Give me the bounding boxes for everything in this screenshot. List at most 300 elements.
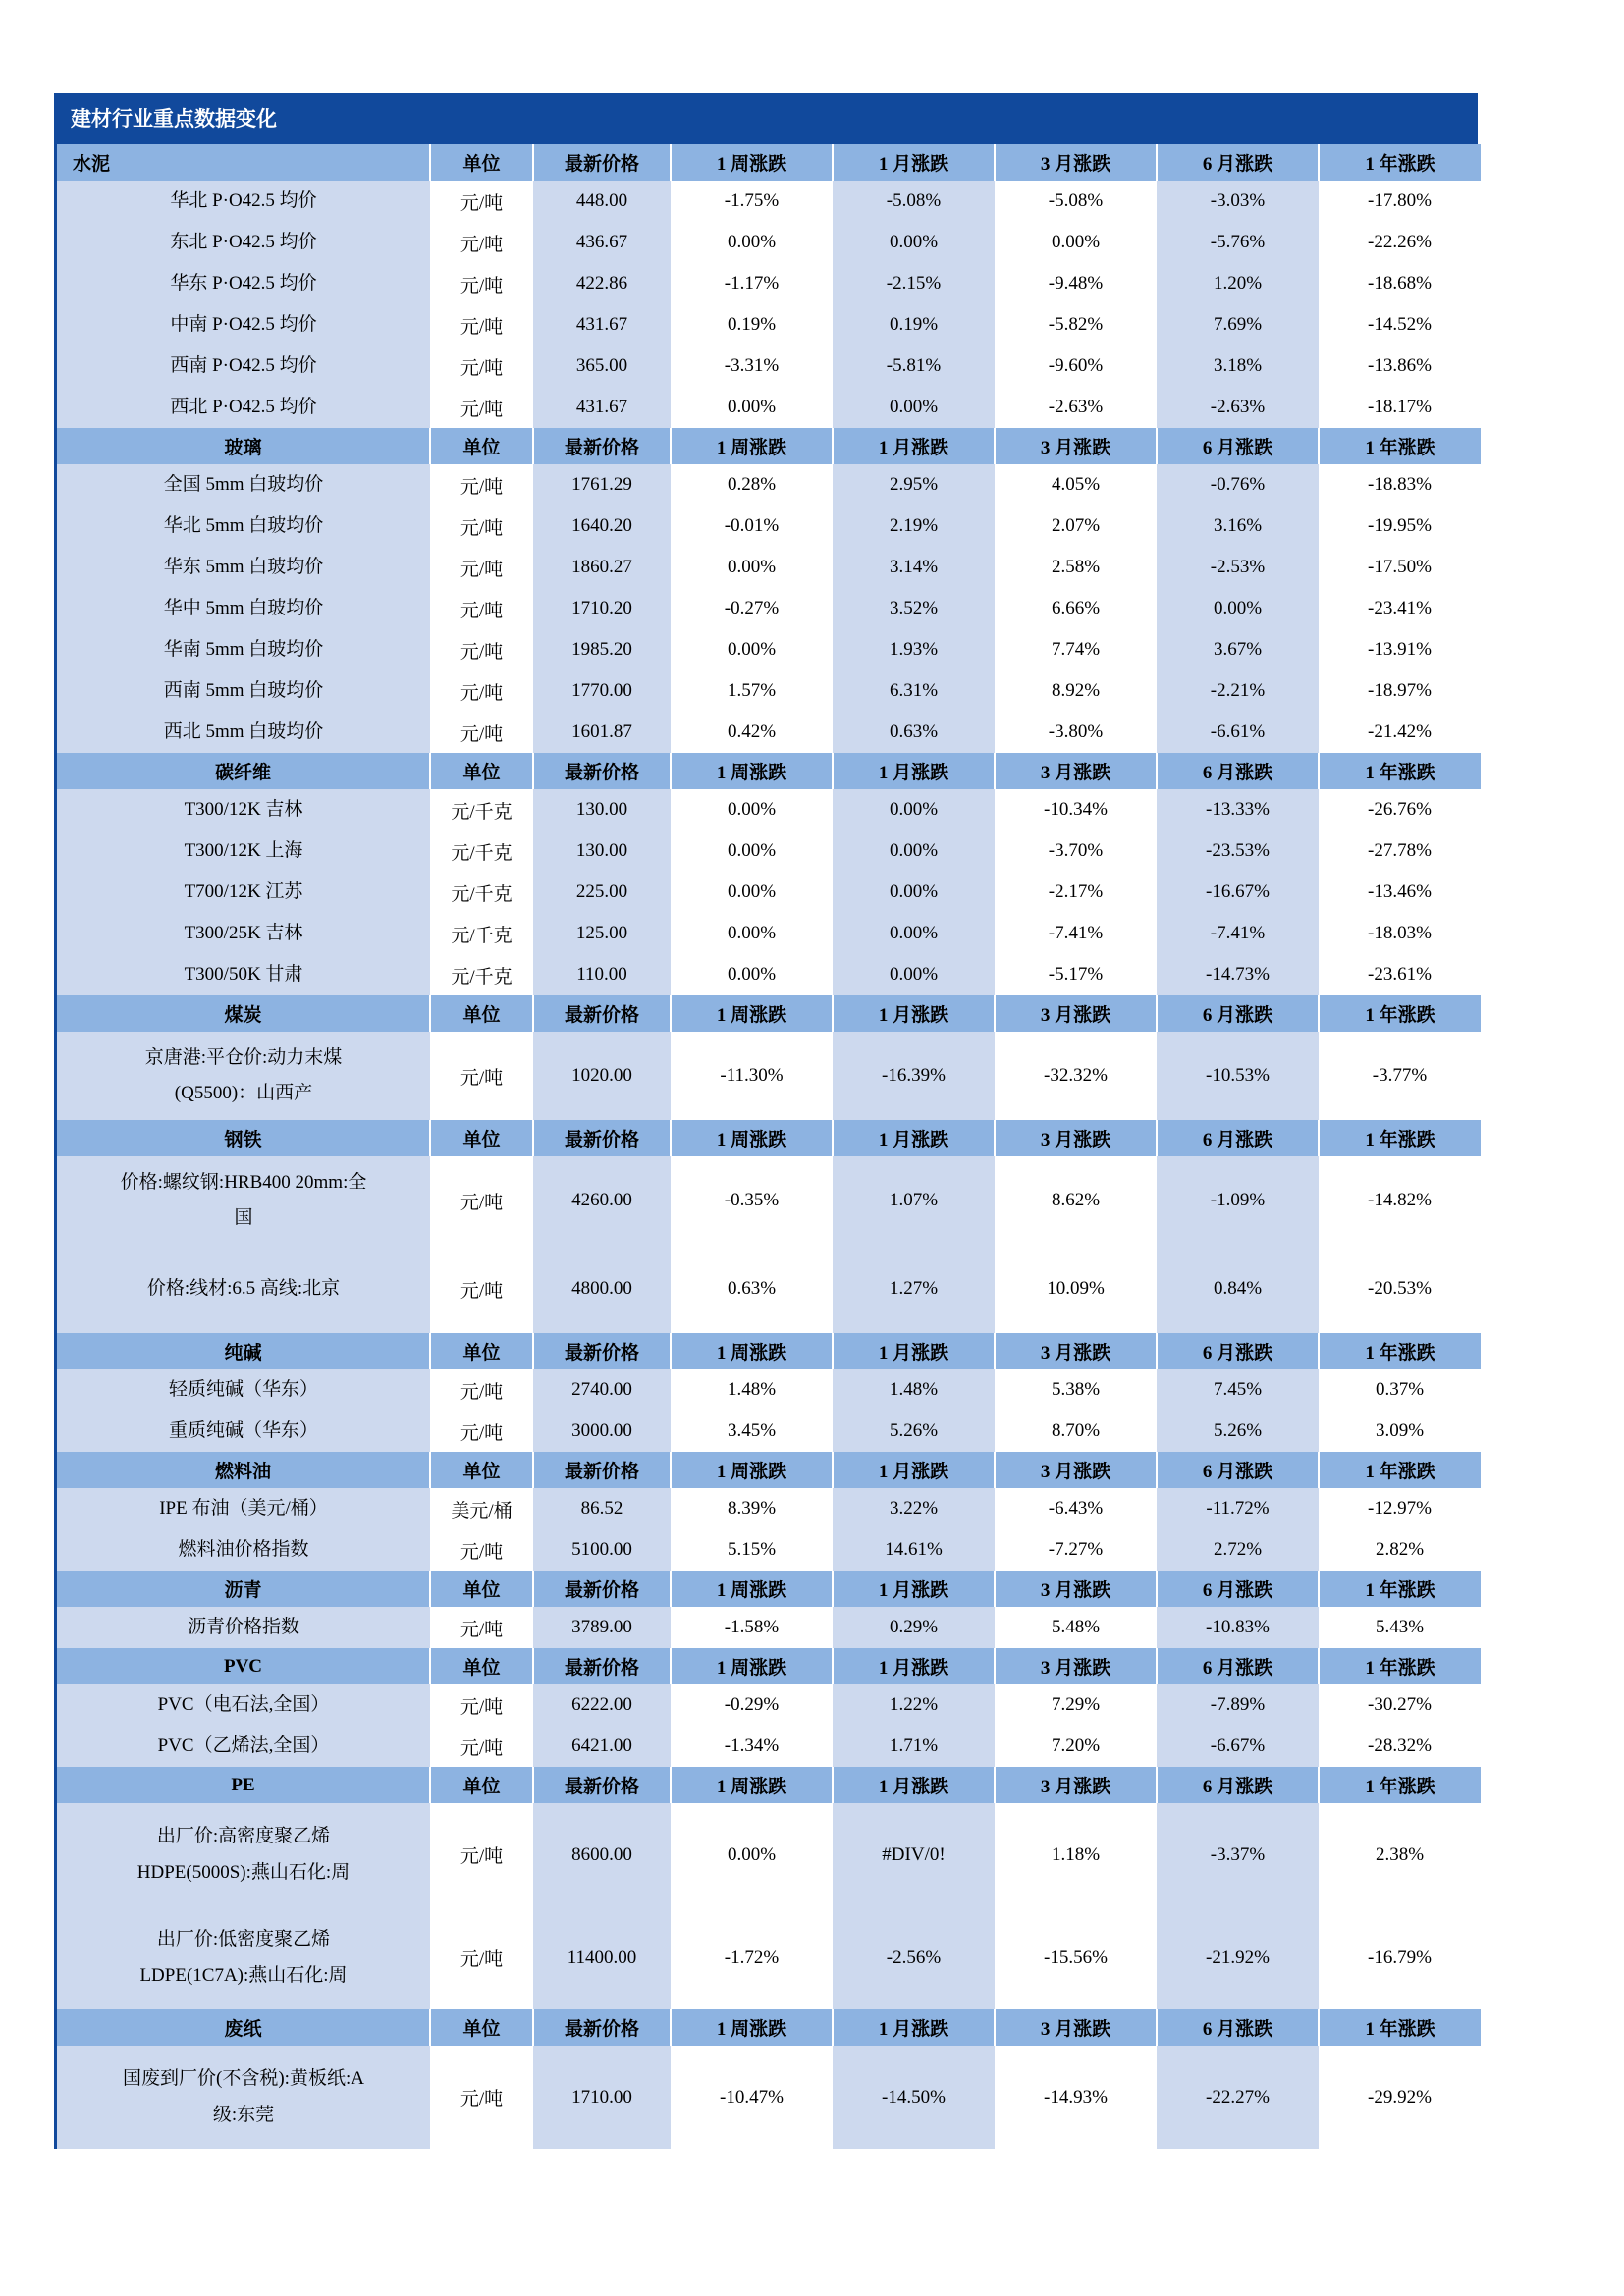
table-row (57, 506, 1481, 547)
table-row (57, 1411, 1481, 1452)
column-header-cell: 1 年涨跌 (1365, 763, 1435, 783)
table-row (57, 1607, 1481, 1648)
pct-change-cell: 0.37% (1319, 1369, 1481, 1411)
pct-change-cell: -22.26% (1319, 222, 1481, 263)
column-header-cell: 1 年涨跌 (1365, 1580, 1435, 1601)
pct-change-cell: -19.95% (1319, 506, 1481, 547)
column-header-cell: 1 年涨跌 (1365, 1343, 1435, 1363)
section-header-row (57, 753, 1481, 789)
pct-change-cell: 7.20% (995, 1726, 1157, 1767)
table-row (57, 954, 1481, 995)
pct-change-cell: 4.05% (995, 464, 1157, 506)
unit-cell: 元/吨 (430, 1411, 533, 1452)
pct-change-cell: -10.83% (1157, 1607, 1319, 1648)
unit-cell: 元/吨 (430, 1726, 533, 1767)
section-header-row (57, 1571, 1481, 1607)
pct-change-cell: #DIV/0! (833, 1803, 995, 1906)
pct-change-cell: 3.18% (1157, 346, 1319, 387)
row-label-line: 价格:螺纹钢:HRB400 20mm:全 (120, 1171, 367, 1193)
pct-change-cell: 1.27% (833, 1245, 995, 1333)
pct-change-cell: -23.61% (1319, 954, 1481, 995)
column-header-cell: 6 月涨跌 (1157, 1120, 1319, 1156)
column-header-cell: 1 周涨跌 (671, 753, 833, 789)
column-header-cell: 最新价格 (533, 753, 671, 789)
pct-change-cell: -2.15% (833, 263, 995, 304)
unit-cell: 元/吨 (430, 1032, 533, 1120)
pct-change-cell: 0.00% (671, 913, 833, 954)
column-header-cell: 单位 (430, 995, 533, 1032)
pct-change-cell: -14.52% (1319, 304, 1481, 346)
table-row (57, 1156, 1481, 1245)
latest-price-cell: 365.00 (533, 346, 671, 387)
section-name-cell: 纯碱 (57, 1333, 430, 1369)
row-label-line: LDPE(1C7A):燕山石化:周 (139, 1964, 348, 1986)
column-header-cell: 最新价格 (533, 428, 671, 464)
pct-change-cell: 5.15% (671, 1529, 833, 1571)
section-header-row (57, 1452, 1481, 1488)
pct-change-cell: -3.03% (1157, 181, 1319, 222)
pct-change-cell: 3.16% (1157, 506, 1319, 547)
section-header-row (57, 428, 1481, 464)
table-row (57, 789, 1481, 830)
section-name-cell: 废纸 (57, 2009, 430, 2046)
pct-change-cell: -21.42% (1319, 712, 1481, 753)
table-row (57, 387, 1481, 428)
section-name-cell: 玻璃 (57, 428, 430, 464)
pct-change-cell: -11.30% (671, 1032, 833, 1120)
column-header-cell: 单位 (430, 1333, 533, 1369)
pct-change-cell: 0.28% (671, 464, 833, 506)
pct-change-cell: -7.27% (995, 1529, 1157, 1571)
row-label-line: 轻质纯碱（华东） (168, 1378, 318, 1400)
column-header-cell: 3 月涨跌 (995, 753, 1157, 789)
latest-price-cell: 130.00 (533, 789, 671, 830)
pct-change-cell: 2.82% (1319, 1529, 1481, 1571)
row-label-line: 沥青价格指数 (187, 1616, 299, 1637)
column-header-cell: 1 年涨跌 (1365, 438, 1435, 458)
pct-change-cell: 0.00% (1157, 588, 1319, 629)
pct-change-cell: 0.00% (671, 1803, 833, 1906)
column-header-cell: 1 年涨跌 (1365, 2019, 1435, 2040)
pct-change-cell: -14.50% (833, 2046, 995, 2149)
pct-change-cell: -6.61% (1157, 712, 1319, 753)
pct-change-cell: -27.78% (1319, 830, 1481, 872)
pct-change-cell: 0.00% (833, 830, 995, 872)
section-name-cell: 水泥 (57, 144, 430, 181)
pct-change-cell: -23.53% (1157, 830, 1319, 872)
column-header-cell: 6 月涨跌 (1157, 2009, 1319, 2046)
latest-price-cell: 1601.87 (533, 712, 671, 753)
unit-cell: 元/吨 (430, 222, 533, 263)
pct-change-cell: 3.09% (1319, 1411, 1481, 1452)
pct-change-cell: 1.57% (671, 670, 833, 712)
pct-change-cell: -2.21% (1157, 670, 1319, 712)
price-change-table (57, 144, 1481, 2149)
pct-change-cell: 1.48% (833, 1369, 995, 1411)
pct-change-cell: 7.69% (1157, 304, 1319, 346)
unit-cell: 元/吨 (430, 1684, 533, 1726)
unit-cell: 元/吨 (430, 1607, 533, 1648)
pct-change-cell: 5.26% (1157, 1411, 1319, 1452)
pct-change-cell: 8.92% (995, 670, 1157, 712)
pct-change-cell: -0.27% (671, 588, 833, 629)
pct-change-cell: 5.48% (995, 1607, 1157, 1648)
latest-price-cell: 436.67 (533, 222, 671, 263)
column-header-cell: 6 月涨跌 (1157, 428, 1319, 464)
column-header-cell: 6 月涨跌 (1157, 144, 1319, 181)
row-label-cell (57, 670, 430, 712)
pct-change-cell: 14.61% (833, 1529, 995, 1571)
latest-price-cell: 1710.20 (533, 588, 671, 629)
unit-cell: 元/吨 (430, 670, 533, 712)
column-header-cell: 1 年涨跌 (1365, 1658, 1435, 1679)
row-label-cell (57, 629, 430, 670)
row-label-cell (57, 913, 430, 954)
pct-change-cell: -5.81% (833, 346, 995, 387)
pct-change-cell: 1.18% (995, 1803, 1157, 1906)
column-header-cell: 最新价格 (533, 1120, 671, 1156)
row-label-cell (57, 1906, 430, 2009)
pct-change-cell: 0.19% (671, 304, 833, 346)
pct-change-cell: -18.97% (1319, 670, 1481, 712)
pct-change-cell: 0.00% (671, 789, 833, 830)
latest-price-cell: 6222.00 (533, 1684, 671, 1726)
row-label-cell (57, 506, 430, 547)
column-header-cell: 1 月涨跌 (833, 1333, 995, 1369)
row-label-line: 东北 P·O42.5 均价 (170, 231, 317, 252)
row-label-line: T300/12K 上海 (184, 839, 303, 861)
row-label-cell (57, 830, 430, 872)
row-label-line: 重质纯碱（华东） (168, 1419, 318, 1441)
column-header-cell: 1 月涨跌 (833, 1120, 995, 1156)
row-label-cell (57, 387, 430, 428)
table-row (57, 346, 1481, 387)
pct-change-cell: -5.82% (995, 304, 1157, 346)
latest-price-cell: 2740.00 (533, 1369, 671, 1411)
column-header-cell: 最新价格 (533, 144, 671, 181)
pct-change-cell: -10.47% (671, 2046, 833, 2149)
pct-change-cell: -2.63% (995, 387, 1157, 428)
row-label-cell (57, 954, 430, 995)
row-label-line: PVC（乙烯法,全国） (157, 1735, 330, 1756)
latest-price-cell: 1770.00 (533, 670, 671, 712)
pct-change-cell: 0.00% (671, 830, 833, 872)
pct-change-cell: -13.46% (1319, 872, 1481, 913)
pct-change-cell: 0.00% (833, 913, 995, 954)
pct-change-cell: -17.50% (1319, 547, 1481, 588)
row-label-cell (57, 263, 430, 304)
pct-change-cell: 7.74% (995, 629, 1157, 670)
pct-change-cell: -3.80% (995, 712, 1157, 753)
row-label-line: 中南 P·O42.5 均价 (170, 313, 317, 335)
latest-price-cell: 1860.27 (533, 547, 671, 588)
section-header-row (57, 1767, 1481, 1803)
column-header-cell: 最新价格 (533, 1452, 671, 1488)
table-row (57, 1684, 1481, 1726)
pct-change-cell: 0.00% (671, 954, 833, 995)
pct-change-cell: -0.01% (671, 506, 833, 547)
column-header-cell: 1 周涨跌 (671, 1452, 833, 1488)
pct-change-cell: -12.97% (1319, 1488, 1481, 1529)
table-row (57, 1032, 1481, 1120)
pct-change-cell: 0.00% (833, 954, 995, 995)
commodity-data-table (54, 93, 1478, 2149)
pct-change-cell: 5.26% (833, 1411, 995, 1452)
pct-change-cell: 0.00% (671, 222, 833, 263)
pct-change-cell: 2.95% (833, 464, 995, 506)
column-header-cell: 1 月涨跌 (833, 753, 995, 789)
column-header-cell: 1 年涨跌 (1365, 1005, 1435, 1026)
column-header-cell: 6 月涨跌 (1157, 1333, 1319, 1369)
row-label-line: PVC（电石法,全国） (157, 1693, 330, 1715)
pct-change-cell: -16.67% (1157, 872, 1319, 913)
row-label-cell (57, 1156, 430, 1245)
latest-price-cell: 3789.00 (533, 1607, 671, 1648)
pct-change-cell: -13.91% (1319, 629, 1481, 670)
pct-change-cell: 0.00% (833, 789, 995, 830)
column-header-cell: 最新价格 (533, 1648, 671, 1684)
row-label-cell (57, 588, 430, 629)
row-label-line: T300/50K 甘肃 (184, 963, 303, 985)
pct-change-cell: 1.07% (833, 1156, 995, 1245)
column-header-cell: 6 月涨跌 (1157, 1452, 1319, 1488)
pct-change-cell: 0.84% (1157, 1245, 1319, 1333)
latest-price-cell: 110.00 (533, 954, 671, 995)
pct-change-cell: -0.29% (671, 1684, 833, 1726)
row-label-line: 华北 5mm 白玻均价 (163, 514, 324, 536)
pct-change-cell: 0.00% (833, 222, 995, 263)
row-label-line: 出厂价:低密度聚乙烯 (156, 1929, 331, 1950)
row-label-line: 华东 5mm 白玻均价 (163, 556, 324, 577)
pct-change-cell: 10.09% (995, 1245, 1157, 1333)
latest-price-cell: 6421.00 (533, 1726, 671, 1767)
pct-change-cell: -21.92% (1157, 1906, 1319, 2009)
column-header-cell: 3 月涨跌 (995, 995, 1157, 1032)
pct-change-cell: 0.00% (833, 872, 995, 913)
section-name-cell: 燃料油 (57, 1452, 430, 1488)
latest-price-cell: 1710.00 (533, 2046, 671, 2149)
pct-change-cell: 2.19% (833, 506, 995, 547)
column-header-cell: 1 周涨跌 (671, 995, 833, 1032)
table-row (57, 464, 1481, 506)
unit-cell: 元/吨 (430, 2046, 533, 2149)
row-label-cell (57, 222, 430, 263)
pct-change-cell: -3.77% (1319, 1032, 1481, 1120)
column-header-cell: 最新价格 (533, 1333, 671, 1369)
unit-cell: 元/吨 (430, 547, 533, 588)
section-name-cell: 碳纤维 (57, 753, 430, 789)
row-label-line: HDPE(5000S):燕山石化:周 (136, 1861, 351, 1883)
column-header-cell: 1 年涨跌 (1365, 1777, 1435, 1797)
column-header-cell: 最新价格 (533, 1767, 671, 1803)
pct-change-cell: -11.72% (1157, 1488, 1319, 1529)
latest-price-cell: 86.52 (533, 1488, 671, 1529)
column-header-cell: 1 周涨跌 (671, 2009, 833, 2046)
pct-change-cell: -26.76% (1319, 789, 1481, 830)
unit-cell: 美元/桶 (430, 1488, 533, 1529)
column-header-cell: 最新价格 (533, 2009, 671, 2046)
row-label-cell (57, 1684, 430, 1726)
pct-change-cell: -1.72% (671, 1906, 833, 2009)
section-header-row (57, 144, 1481, 181)
column-header-cell: 单位 (430, 1767, 533, 1803)
pct-change-cell: -23.41% (1319, 588, 1481, 629)
unit-cell: 元/吨 (430, 1369, 533, 1411)
column-header-cell: 1 周涨跌 (671, 428, 833, 464)
latest-price-cell: 4260.00 (533, 1156, 671, 1245)
table-row (57, 304, 1481, 346)
pct-change-cell: -5.76% (1157, 222, 1319, 263)
section-name-cell: 煤炭 (57, 995, 430, 1032)
row-label-line: 京唐港:平仓价:动力末煤 (144, 1046, 343, 1068)
latest-price-cell: 1640.20 (533, 506, 671, 547)
column-header-cell: 3 月涨跌 (995, 428, 1157, 464)
section-header-row (57, 1333, 1481, 1369)
row-label-line: 西北 P·O42.5 均价 (170, 396, 317, 417)
column-header-cell: 1 月涨跌 (833, 1767, 995, 1803)
row-label-line: 华中 5mm 白玻均价 (163, 597, 324, 618)
pct-change-cell: -2.63% (1157, 387, 1319, 428)
column-header-cell: 3 月涨跌 (995, 1333, 1157, 1369)
pct-change-cell: -13.86% (1319, 346, 1481, 387)
pct-change-cell: -1.58% (671, 1607, 833, 1648)
column-header-cell: 6 月涨跌 (1157, 1767, 1319, 1803)
pct-change-cell: -28.32% (1319, 1726, 1481, 1767)
row-label-cell (57, 1726, 430, 1767)
column-header-cell: 单位 (430, 1571, 533, 1607)
latest-price-cell: 8600.00 (533, 1803, 671, 1906)
column-header-cell: 最新价格 (533, 1571, 671, 1607)
column-header-cell: 3 月涨跌 (995, 1120, 1157, 1156)
row-label-line: 华北 P·O42.5 均价 (170, 189, 317, 211)
pct-change-cell: 8.39% (671, 1488, 833, 1529)
pct-change-cell: -1.09% (1157, 1156, 1319, 1245)
column-header-cell: 3 月涨跌 (995, 1571, 1157, 1607)
unit-cell: 元/吨 (430, 506, 533, 547)
pct-change-cell: -2.53% (1157, 547, 1319, 588)
pct-change-cell: -9.48% (995, 263, 1157, 304)
pct-change-cell: -14.73% (1157, 954, 1319, 995)
row-label-line: 国 (234, 1207, 253, 1228)
pct-change-cell: 0.00% (671, 629, 833, 670)
pct-change-cell: -13.33% (1157, 789, 1319, 830)
unit-cell: 元/吨 (430, 1803, 533, 1906)
pct-change-cell: 0.00% (671, 547, 833, 588)
pct-change-cell: -29.92% (1319, 2046, 1481, 2149)
column-header-cell: 6 月涨跌 (1157, 753, 1319, 789)
row-label-line: T300/12K 吉林 (184, 798, 303, 820)
column-header-cell: 3 月涨跌 (995, 144, 1157, 181)
column-header-cell: 1 月涨跌 (833, 1648, 995, 1684)
row-label-cell (57, 346, 430, 387)
pct-change-cell: 0.29% (833, 1607, 995, 1648)
unit-cell: 元/吨 (430, 387, 533, 428)
pct-change-cell: -6.67% (1157, 1726, 1319, 1767)
column-header-cell: 单位 (430, 753, 533, 789)
table-row (57, 1369, 1481, 1411)
column-header-cell: 单位 (430, 2009, 533, 2046)
column-header-cell: 1 月涨跌 (833, 1452, 995, 1488)
unit-cell: 元/吨 (430, 181, 533, 222)
unit-cell: 元/吨 (430, 629, 533, 670)
unit-cell: 元/千克 (430, 913, 533, 954)
pct-change-cell: 6.31% (833, 670, 995, 712)
latest-price-cell: 431.67 (533, 304, 671, 346)
pct-change-cell: 0.00% (671, 387, 833, 428)
pct-change-cell: 8.62% (995, 1156, 1157, 1245)
table-row (57, 1245, 1481, 1333)
latest-price-cell: 448.00 (533, 181, 671, 222)
column-header-cell: 6 月涨跌 (1157, 1571, 1319, 1607)
column-header-cell: 单位 (430, 1452, 533, 1488)
unit-cell: 元/千克 (430, 789, 533, 830)
section-header-row (57, 995, 1481, 1032)
pct-change-cell: -30.27% (1319, 1684, 1481, 1726)
pct-change-cell: 1.93% (833, 629, 995, 670)
row-label-cell (57, 712, 430, 753)
row-label-cell (57, 872, 430, 913)
table-row (57, 872, 1481, 913)
column-header-cell: 1 月涨跌 (833, 995, 995, 1032)
table-row (57, 1488, 1481, 1529)
pct-change-cell: 7.29% (995, 1684, 1157, 1726)
pct-change-cell: -1.34% (671, 1726, 833, 1767)
latest-price-cell: 11400.00 (533, 1906, 671, 2009)
pct-change-cell: -32.32% (995, 1032, 1157, 1120)
row-label-line: 西南 5mm 白玻均价 (163, 679, 324, 701)
column-header-cell: 3 月涨跌 (995, 1767, 1157, 1803)
latest-price-cell: 3000.00 (533, 1411, 671, 1452)
column-header-cell: 6 月涨跌 (1157, 1648, 1319, 1684)
row-label-line: 出厂价:高密度聚乙烯 (156, 1826, 331, 1847)
latest-price-cell: 5100.00 (533, 1529, 671, 1571)
table-row (57, 670, 1481, 712)
column-header-cell: 最新价格 (533, 995, 671, 1032)
latest-price-cell: 431.67 (533, 387, 671, 428)
pct-change-cell: 0.63% (833, 712, 995, 753)
pct-change-cell: -18.83% (1319, 464, 1481, 506)
pct-change-cell: 0.63% (671, 1245, 833, 1333)
row-label-cell (57, 181, 430, 222)
pct-change-cell: -1.17% (671, 263, 833, 304)
pct-change-cell: -5.08% (995, 181, 1157, 222)
row-label-cell (57, 789, 430, 830)
table-row (57, 712, 1481, 753)
table-row (57, 588, 1481, 629)
row-label-line: 全国 5mm 白玻均价 (163, 473, 324, 495)
table-row (57, 1726, 1481, 1767)
latest-price-cell: 4800.00 (533, 1245, 671, 1333)
column-header-cell: 1 月涨跌 (833, 144, 995, 181)
unit-cell: 元/吨 (430, 464, 533, 506)
table-row (57, 222, 1481, 263)
pct-change-cell: -0.76% (1157, 464, 1319, 506)
pct-change-cell: -10.53% (1157, 1032, 1319, 1120)
column-header-cell: 1 周涨跌 (671, 1571, 833, 1607)
pct-change-cell: -3.37% (1157, 1803, 1319, 1906)
pct-change-cell: -18.03% (1319, 913, 1481, 954)
unit-cell: 元/吨 (430, 1906, 533, 2009)
pct-change-cell: 3.45% (671, 1411, 833, 1452)
row-label-line: (Q5500)：山西产 (174, 1083, 313, 1103)
pct-change-cell: 3.67% (1157, 629, 1319, 670)
unit-cell: 元/千克 (430, 872, 533, 913)
row-label-cell (57, 1411, 430, 1452)
pct-change-cell: 3.52% (833, 588, 995, 629)
row-label-cell (57, 1607, 430, 1648)
row-label-cell (57, 1369, 430, 1411)
pct-change-cell: 0.42% (671, 712, 833, 753)
